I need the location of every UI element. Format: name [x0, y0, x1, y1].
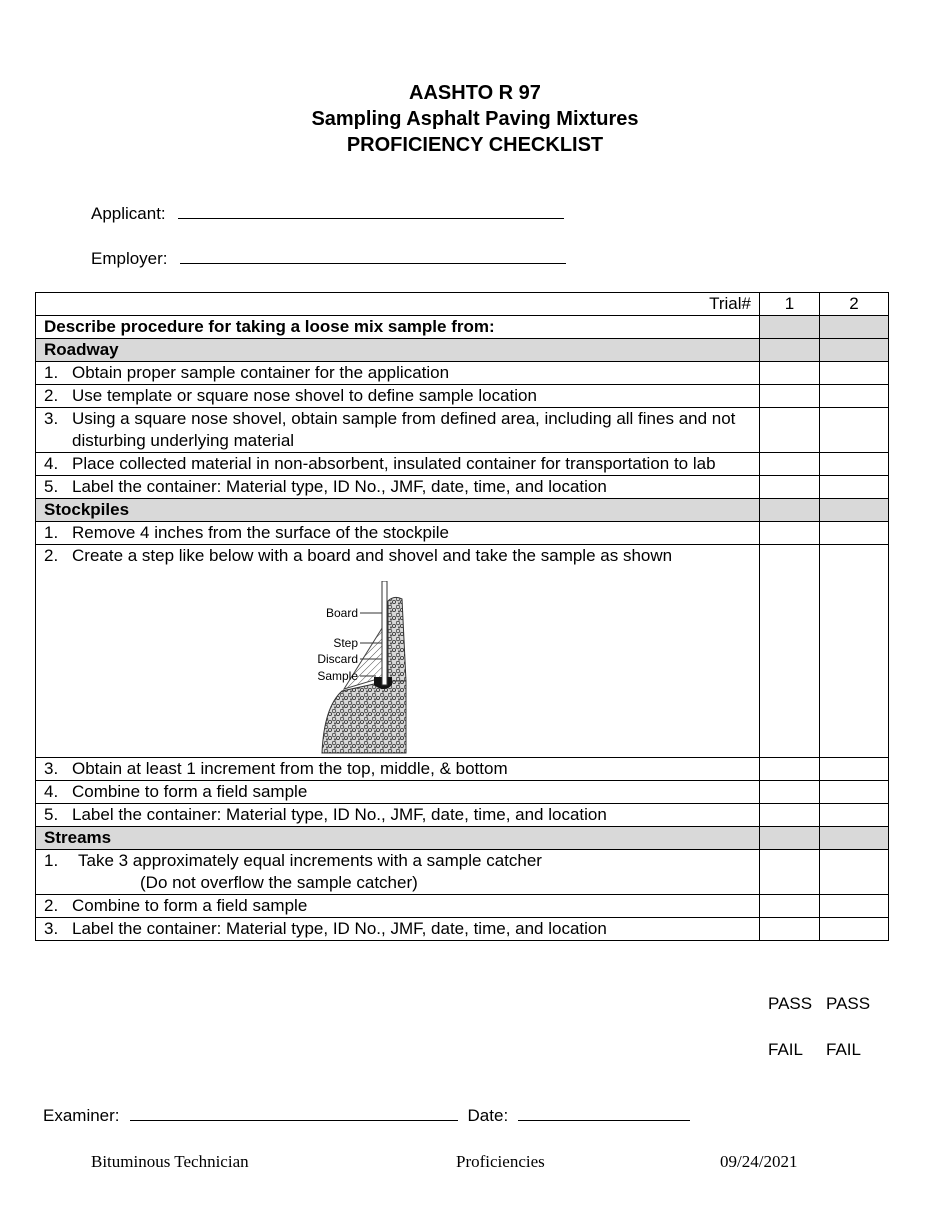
section-title: Roadway	[36, 339, 760, 362]
trial-1-box[interactable]	[760, 804, 820, 827]
table-row	[36, 758, 889, 781]
employer-line[interactable]	[180, 249, 566, 264]
item-text: Obtain proper sample container for the application	[72, 363, 450, 382]
item-text: Take 3 approximately equal increments with a sample catcher	[78, 851, 542, 870]
item-number: 1.	[44, 851, 59, 870]
trial-2-box[interactable]	[820, 476, 889, 499]
trial-1-box[interactable]	[760, 476, 820, 499]
document-title	[0, 80, 950, 158]
trial-1-box[interactable]	[760, 850, 820, 895]
describe-row	[36, 316, 889, 339]
item-text: Combine to form a field sample	[72, 896, 308, 915]
item-text: Place collected material in non-absorbent, insulated container for transportation to lab	[72, 454, 716, 473]
footer-center: Proficiencies	[456, 1152, 545, 1171]
date-label: Date:	[467, 1106, 509, 1125]
table-row	[36, 918, 889, 941]
trial-1-box[interactable]	[760, 362, 820, 385]
title-checklist: PROFICIENCY CHECKLIST	[346, 134, 604, 156]
trial-2-box[interactable]	[820, 453, 889, 476]
section-roadway	[36, 339, 889, 362]
trial-2-box[interactable]	[820, 804, 889, 827]
table-row	[36, 781, 889, 804]
applicant-field	[91, 204, 564, 224]
applicant-line[interactable]	[178, 204, 564, 219]
item-text: Remove 4 inches from the surface of the stockpile	[72, 523, 450, 542]
fail-trial-1[interactable]: FAIL	[768, 1040, 803, 1059]
checklist-table	[35, 292, 889, 941]
trial-2-box[interactable]	[820, 385, 889, 408]
item-number: 2.	[44, 546, 59, 565]
sample-label: Sample	[317, 669, 358, 683]
trial-1-box[interactable]	[760, 781, 820, 804]
fail-row	[768, 1040, 884, 1060]
table-row	[36, 476, 889, 499]
trial-2-box[interactable]	[820, 918, 889, 941]
stockpile-diagram	[44, 567, 768, 757]
item-number: 4.	[44, 454, 59, 473]
trial-2-box[interactable]	[820, 850, 889, 895]
footer-date: 09/24/2021	[720, 1152, 798, 1171]
item-text: Label the container: Material type, ID No., JMF, date, time, and location	[72, 805, 607, 824]
trial-1-box[interactable]	[760, 385, 820, 408]
trial-1-box[interactable]	[760, 918, 820, 941]
item-number: 5.	[44, 477, 59, 496]
table-row	[36, 408, 889, 453]
trial-1-box[interactable]	[760, 545, 820, 758]
stockpile-illustration	[284, 581, 434, 757]
trial-2-box[interactable]	[820, 362, 889, 385]
trial-2-box[interactable]	[820, 895, 889, 918]
describe-box-2	[820, 316, 889, 339]
item-number: 4.	[44, 782, 59, 801]
table-row	[36, 453, 889, 476]
trial-2-box[interactable]	[820, 545, 889, 758]
fail-trial-2[interactable]: FAIL	[826, 1040, 861, 1059]
board-label: Board	[325, 606, 358, 620]
title-subject: Sampling Asphalt Paving Mixtures	[311, 108, 639, 130]
trial-1-header: 1	[760, 293, 820, 316]
item-text: Label the container: Material type, ID No., JMF, date, time, and location	[72, 477, 607, 496]
table-row	[36, 895, 889, 918]
item-number: 3.	[44, 409, 59, 428]
step-label: Step	[333, 636, 358, 650]
item-number: 3.	[44, 759, 59, 778]
section-title: Streams	[36, 827, 760, 850]
table-row	[36, 545, 889, 758]
item-text: Create a step like below with a board and shovel and take the sample as shown	[72, 546, 673, 565]
discard-label: Discard	[317, 652, 358, 666]
pass-trial-1[interactable]: PASS	[768, 994, 813, 1013]
employer-label: Employer:	[91, 249, 168, 268]
date-line[interactable]	[518, 1106, 690, 1121]
trial-2-box[interactable]	[820, 522, 889, 545]
item-text: Label the container: Material type, ID No., JMF, date, time, and location	[72, 919, 607, 938]
table-row	[36, 804, 889, 827]
section-stockpiles	[36, 499, 889, 522]
lower-pile	[322, 681, 406, 753]
item-number: 3.	[44, 919, 59, 938]
item-number: 2.	[44, 386, 59, 405]
table-row	[36, 385, 889, 408]
employer-field	[91, 249, 566, 269]
examiner-line[interactable]	[130, 1106, 458, 1121]
trial-1-box[interactable]	[760, 408, 820, 453]
applicant-label: Applicant:	[91, 204, 166, 223]
title-standard: AASHTO R 97	[409, 82, 541, 104]
section-streams	[36, 827, 889, 850]
item-number: 1.	[44, 523, 59, 542]
describe-box-1	[760, 316, 820, 339]
board	[382, 581, 387, 685]
upper-pile	[388, 597, 406, 681]
table-row	[36, 522, 889, 545]
table-row	[36, 362, 889, 385]
describe-text: Describe procedure for taking a loose mix sample from:	[36, 316, 760, 339]
trial-1-box[interactable]	[760, 453, 820, 476]
item-subtext: (Do not overflow the sample catcher)	[140, 873, 418, 892]
pass-trial-2[interactable]: PASS	[826, 994, 871, 1013]
examiner-label: Examiner:	[43, 1106, 120, 1125]
trial-2-header: 2	[820, 293, 889, 316]
item-number: 5.	[44, 805, 59, 824]
item-number: 1.	[44, 363, 59, 382]
trial-1-box[interactable]	[760, 522, 820, 545]
footer-left: Bituminous Technician	[91, 1152, 249, 1171]
table-row	[36, 850, 889, 895]
trial-header-row	[36, 293, 889, 316]
trial-2-box[interactable]	[820, 758, 889, 781]
trial-1-box[interactable]	[760, 895, 820, 918]
item-text: Use template or square nose shovel to define sample location	[72, 386, 537, 405]
examiner-signature-row	[43, 1106, 690, 1126]
trial-1-box[interactable]	[760, 758, 820, 781]
trial-2-box[interactable]	[820, 408, 889, 453]
trial-2-box[interactable]	[820, 781, 889, 804]
item-text: Using a square nose shovel, obtain sample from defined area, including all fines and not disturbing underlying material	[72, 409, 736, 450]
section-title: Stockpiles	[36, 499, 760, 522]
pass-row	[768, 994, 884, 1014]
trial-label: Trial#	[36, 293, 760, 316]
item-number: 2.	[44, 896, 59, 915]
item-text: Combine to form a field sample	[72, 782, 308, 801]
item-text: Obtain at least 1 increment from the top, middle, & bottom	[72, 759, 508, 778]
